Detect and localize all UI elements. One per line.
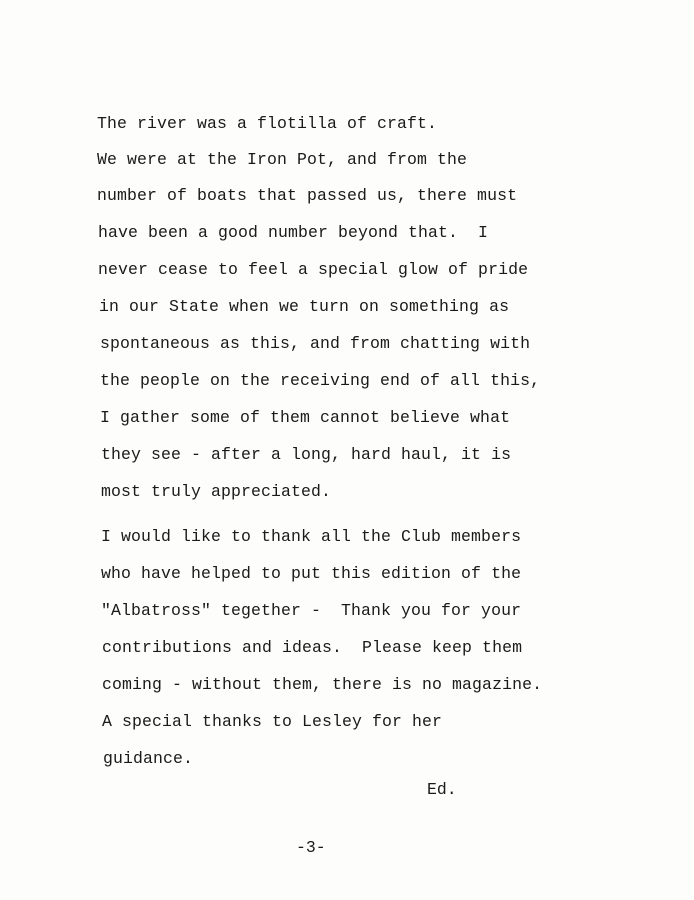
text-line: I would like to thank all the Club members xyxy=(101,527,522,546)
page-number: -3- xyxy=(296,838,326,857)
text-line: number of boats that passed us, there must xyxy=(97,186,518,205)
text-line: spontaneous as this, and from chatting with xyxy=(100,334,531,353)
text-line: The river was a flotilla of craft. xyxy=(97,114,438,133)
text-line: We were at the Iron Pot, and from the xyxy=(97,150,468,169)
text-line: most truly appreciated. xyxy=(101,482,332,501)
text-line: they see - after a long, hard haul, it is xyxy=(101,445,512,464)
text-line: guidance. xyxy=(103,749,194,768)
text-line: contributions and ideas. Please keep them xyxy=(102,638,523,657)
text-line: who have helped to put this edition of the xyxy=(101,564,522,583)
text-line: the people on the receiving end of all this, xyxy=(100,371,541,390)
text-line: I gather some of them cannot believe what xyxy=(100,408,511,427)
text-line: never cease to feel a special glow of pride xyxy=(98,260,529,279)
text-line: A special thanks to Lesley for her xyxy=(102,712,443,731)
signoff: Ed. xyxy=(427,780,457,799)
text-line: in our State when we turn on something as xyxy=(99,297,510,316)
text-line: coming - without them, there is no magazine. xyxy=(102,675,543,694)
text-line: have been a good number beyond that. I xyxy=(98,223,489,242)
text-line: "Albatross" tegether - Thank you for your xyxy=(101,601,522,620)
